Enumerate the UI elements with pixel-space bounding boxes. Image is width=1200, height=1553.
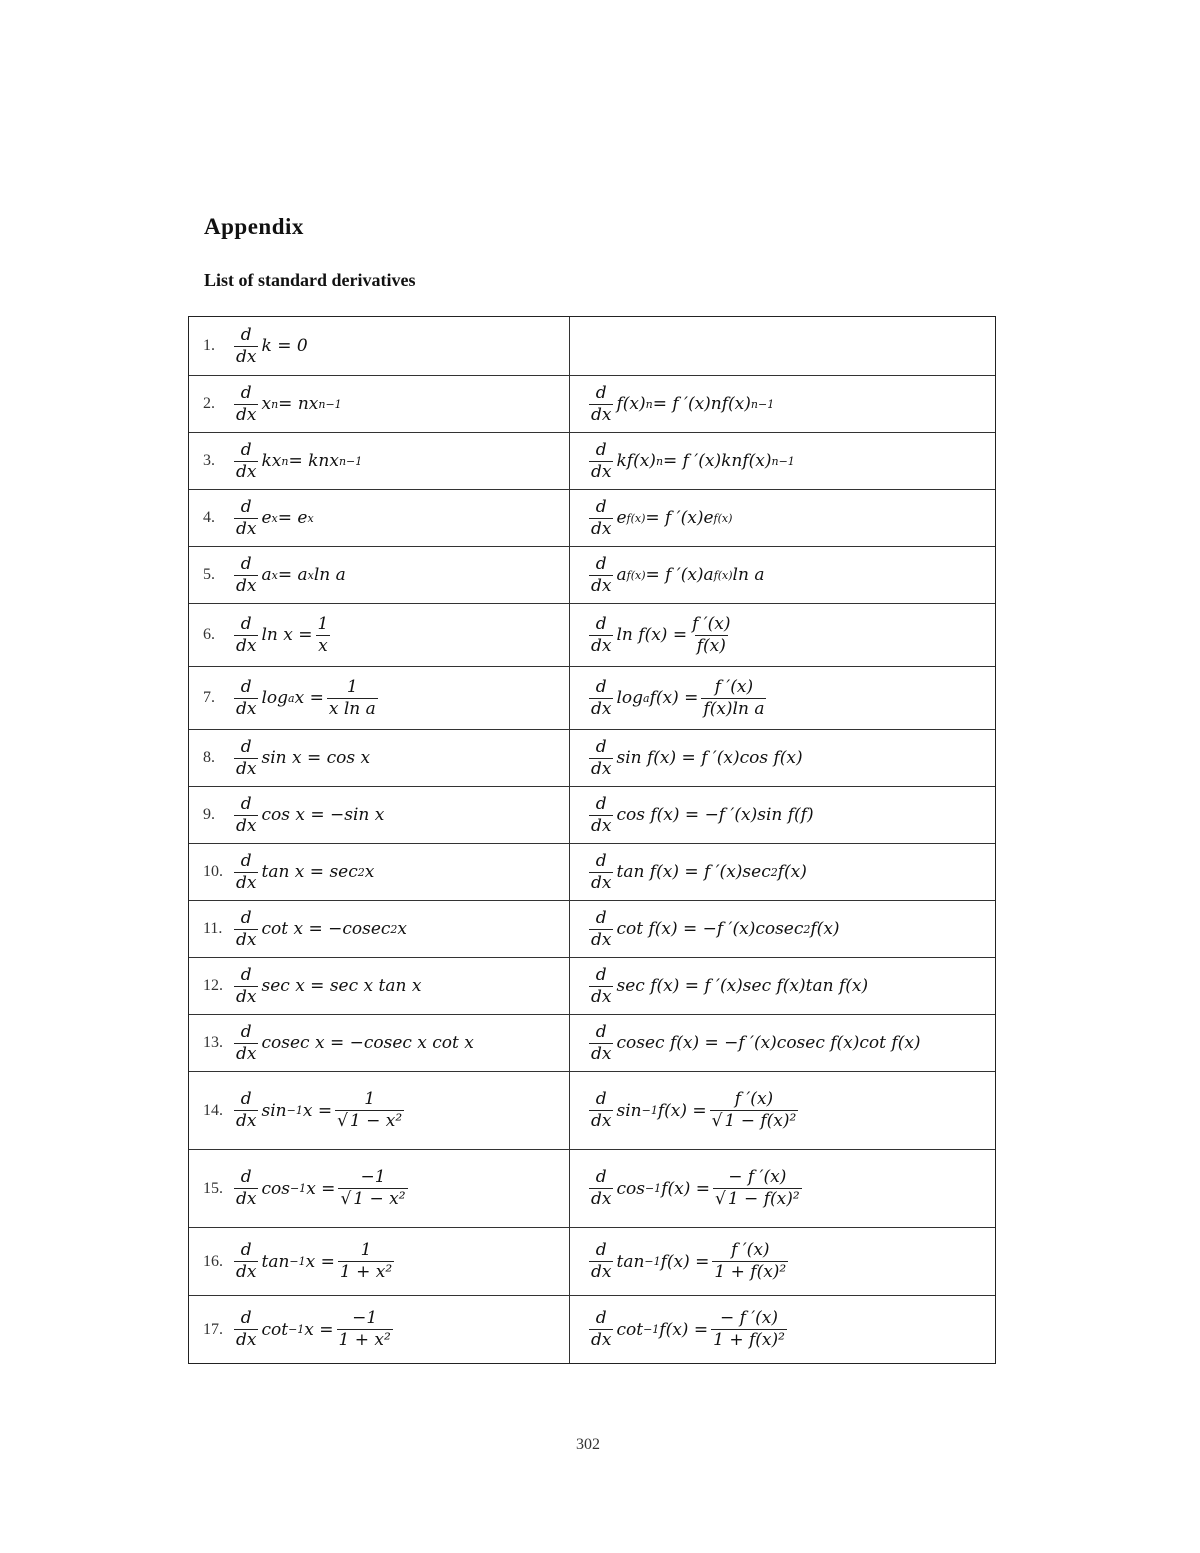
formula: $\frac{d}{dx}$ x n = nx n−1 — [236, 382, 342, 425]
formula: $\frac{d}{dx}$ f(x) n = f ′(x)nf(x) n−1 — [591, 382, 775, 425]
formula: $\frac{d}{dx}$ kf(x) n = f ′(x)knf(x) n−1 — [591, 439, 795, 482]
formula: $\frac{d}{dx}$ cos −1 x = $\frac{-1}{\text{√ 1 − x²}}$ — [236, 1167, 406, 1209]
left-cell — [189, 547, 570, 603]
formula: $\frac{d}{dx}$ log a x = $\frac{1}{\text{x ln a}}$ — [236, 676, 376, 719]
formula: $\frac{d}{dx}$ cos x = −sin x — [236, 793, 385, 836]
right-cell — [570, 787, 995, 843]
row-number: 9. — [203, 806, 215, 823]
row-number: 14. — [203, 1101, 223, 1119]
formula: $\frac{d}{dx}$ cot f(x) = −f ′(x)cosec 2 f(x) — [591, 907, 840, 950]
right-cell — [570, 1228, 995, 1295]
left-cell — [189, 1296, 570, 1363]
formula: $\frac{d}{dx}$ sin −1 x = $\frac{1}{\text{√ 1 − x²}}$ — [236, 1089, 403, 1131]
table-row — [189, 729, 995, 786]
formula: $\frac{d}{dx}$ tan x = sec 2 x — [236, 850, 375, 893]
row-number: 4. — [203, 509, 215, 526]
formula: $\frac{d}{dx}$ e f(x) = f ′(x)e f(x) — [591, 496, 733, 539]
left-cell — [189, 844, 570, 900]
row-number: 16. — [203, 1252, 223, 1270]
row-number: 5. — [203, 566, 215, 583]
left-cell — [189, 433, 570, 489]
right-cell — [570, 958, 995, 1014]
table-row — [189, 317, 995, 375]
formula: $\frac{d}{dx}$ log a f(x) = $\frac{f '(x)}{\text{f(x)ln a}}$ — [591, 676, 765, 719]
right-cell — [570, 547, 995, 603]
table-row — [189, 786, 995, 843]
formula: $\frac{d}{dx}$ kx n = knx n−1 — [236, 439, 363, 482]
formula: $\frac{d}{dx}$ e x = e x — [236, 496, 314, 539]
table-row — [189, 489, 995, 546]
table-row — [189, 546, 995, 603]
page-title: Appendix — [204, 214, 304, 239]
formula: $\frac{d}{dx}$ tan −1 x = $\frac{1}{\text{1 + x²}}$ — [236, 1240, 393, 1282]
formula: $\frac{d}{dx}$ cot x = −cosec 2 x — [236, 907, 408, 950]
page-subtitle: List of standard derivatives — [204, 270, 416, 290]
derivatives-table — [188, 316, 996, 1364]
right-cell — [570, 844, 995, 900]
formula: $\frac{d}{dx}$ a x = a x ln a — [236, 553, 346, 596]
formula: $\frac{d}{dx}$ cot −1 f(x) = $\frac{- f '(x)}{\text{1 + f(x)²}}$ — [591, 1308, 785, 1350]
right-cell — [570, 667, 995, 729]
table-row — [189, 843, 995, 900]
formula: $\frac{d}{dx}$ cosec x = −cosec x cot x — [236, 1021, 474, 1064]
left-cell — [189, 1228, 570, 1295]
table-row — [189, 603, 995, 666]
formula: $\frac{d}{dx}$ cos f(x) = −f ′(x)sin f(f) — [591, 793, 814, 836]
table-row — [189, 900, 995, 957]
right-cell — [570, 1150, 995, 1227]
right-cell — [570, 730, 995, 786]
table-row — [189, 1227, 995, 1295]
formula: $\frac{d}{dx}$ sin −1 f(x) = $\frac{f '(x)}{\text{√ 1 − f(x)²}}$ — [591, 1089, 797, 1131]
formula: $\frac{d}{dx}$ sin x = cos x — [236, 736, 371, 779]
left-cell — [189, 1150, 570, 1227]
left-cell — [189, 604, 570, 666]
row-number: 2. — [203, 395, 215, 412]
table-row — [189, 1014, 995, 1071]
row-number: 8. — [203, 749, 215, 766]
formula: $\frac{d}{dx}$ tan f(x) = f ′(x)sec 2 f(x) — [591, 850, 807, 893]
table-row — [189, 1149, 995, 1227]
left-cell — [189, 1072, 570, 1149]
page-number: 302 — [576, 1436, 600, 1453]
formula: $\frac{d}{dx}$ ln x = $\frac{1}{x}$ — [236, 613, 329, 656]
left-cell — [189, 787, 570, 843]
formula: $\frac{d}{dx}$ sec f(x) = f ′(x)sec f(x)tan f(x) — [591, 964, 869, 1007]
left-cell — [189, 730, 570, 786]
formula: $\frac{d}{dx}$ a f(x) = f ′(x)a f(x) ln a — [591, 553, 765, 596]
right-cell — [570, 317, 995, 375]
right-cell — [570, 604, 995, 666]
row-number: 3. — [203, 452, 215, 469]
formula: $\frac{d}{dx}$ tan −1 f(x) = $\frac{f '(x)}{\text{1 + f(x)²}}$ — [591, 1240, 787, 1282]
right-cell — [570, 901, 995, 957]
right-cell — [570, 1015, 995, 1071]
formula: $\frac{d}{dx}$ cos −1 f(x) = $\frac{- f '(x)}{\text{√ 1 − f(x)²}}$ — [591, 1167, 800, 1209]
table-row — [189, 375, 995, 432]
row-number: 1. — [203, 337, 215, 354]
left-cell — [189, 317, 570, 375]
row-number: 15. — [203, 1179, 223, 1197]
left-cell — [189, 376, 570, 432]
formula: $\frac{d}{dx}$ cosec f(x) = −f ′(x)cosec f(x)cot f(x) — [591, 1021, 921, 1064]
row-number: 13. — [203, 1034, 223, 1051]
right-cell — [570, 433, 995, 489]
table-row — [189, 432, 995, 489]
formula: $\frac{d}{dx}$ k = 0 — [236, 324, 308, 367]
left-cell — [189, 901, 570, 957]
formula: $\frac{d}{dx}$ sin f(x) = f ′(x)cos f(x) — [591, 736, 803, 779]
left-cell — [189, 667, 570, 729]
row-number: 6. — [203, 626, 215, 643]
formula: $\frac{d}{dx}$ ln f(x) = $\frac{f '(x)}{f(x)}$ — [591, 613, 731, 656]
table-row — [189, 1295, 995, 1363]
row-number: 7. — [203, 689, 215, 706]
left-cell — [189, 490, 570, 546]
table-row — [189, 1071, 995, 1149]
right-cell — [570, 1072, 995, 1149]
right-cell — [570, 376, 995, 432]
table-row — [189, 666, 995, 729]
left-cell — [189, 1015, 570, 1071]
row-number: 11. — [203, 920, 223, 937]
right-cell — [570, 490, 995, 546]
row-number: 17. — [203, 1320, 223, 1338]
left-cell — [189, 958, 570, 1014]
row-number: 12. — [203, 977, 223, 994]
formula: $\frac{d}{dx}$ cot −1 x = $\frac{-1}{\text{1 + x²}}$ — [236, 1308, 391, 1350]
table-row — [189, 957, 995, 1014]
formula: $\frac{d}{dx}$ sec x = sec x tan x — [236, 964, 422, 1007]
row-number: 10. — [203, 863, 223, 880]
right-cell — [570, 1296, 995, 1363]
